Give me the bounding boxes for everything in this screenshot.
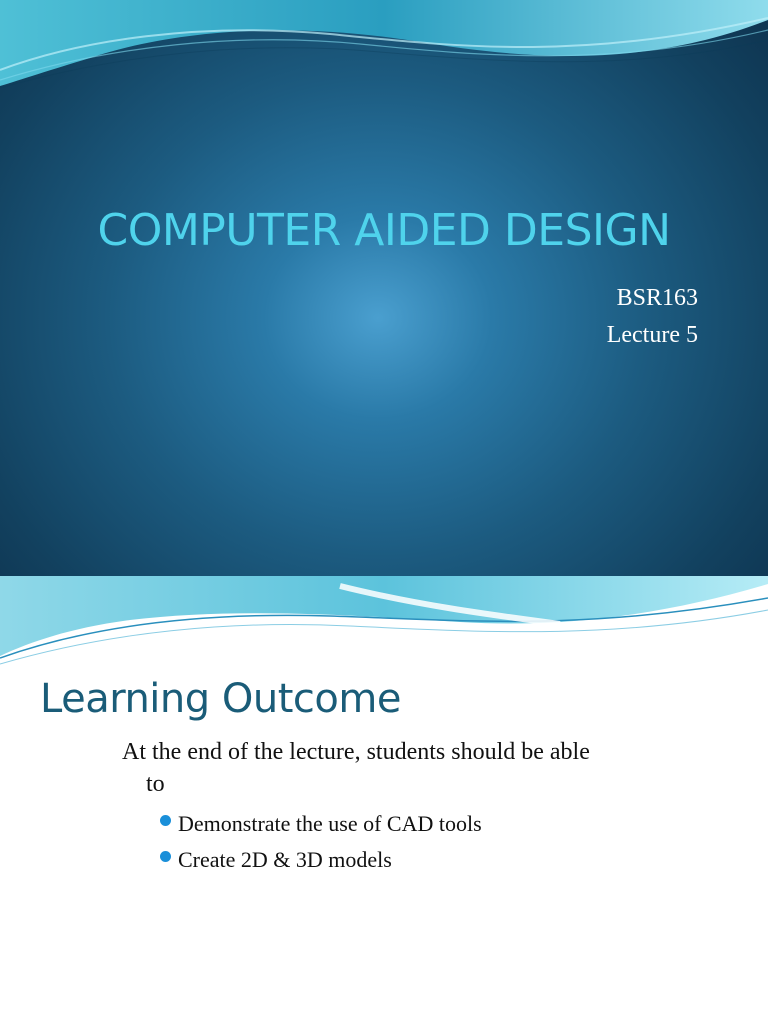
- bullet-icon: [160, 815, 171, 826]
- outcome-list: [158, 806, 482, 878]
- list-item-text: Demonstrate the use of CAD tools: [178, 811, 482, 836]
- decorative-wave: [0, 576, 768, 671]
- decorative-wave: [0, 0, 768, 110]
- lecture-number: Lecture 5: [606, 322, 698, 348]
- learning-outcome-slide: [0, 576, 768, 1024]
- bullet-icon: [160, 851, 171, 862]
- slide-title: COMPUTER AIDED DESIGN: [97, 205, 671, 256]
- intro-line: At the end of the lecture, students should be able: [122, 739, 590, 765]
- course-code: BSR163: [616, 285, 698, 311]
- list-item: [158, 842, 482, 878]
- intro-paragraph: [122, 736, 722, 800]
- list-item: [158, 806, 482, 842]
- list-item-text: Create 2D & 3D models: [178, 847, 392, 872]
- slide-subtitle: [607, 280, 698, 354]
- intro-line: to: [146, 771, 165, 797]
- slide-title: Learning Outcome: [40, 676, 401, 722]
